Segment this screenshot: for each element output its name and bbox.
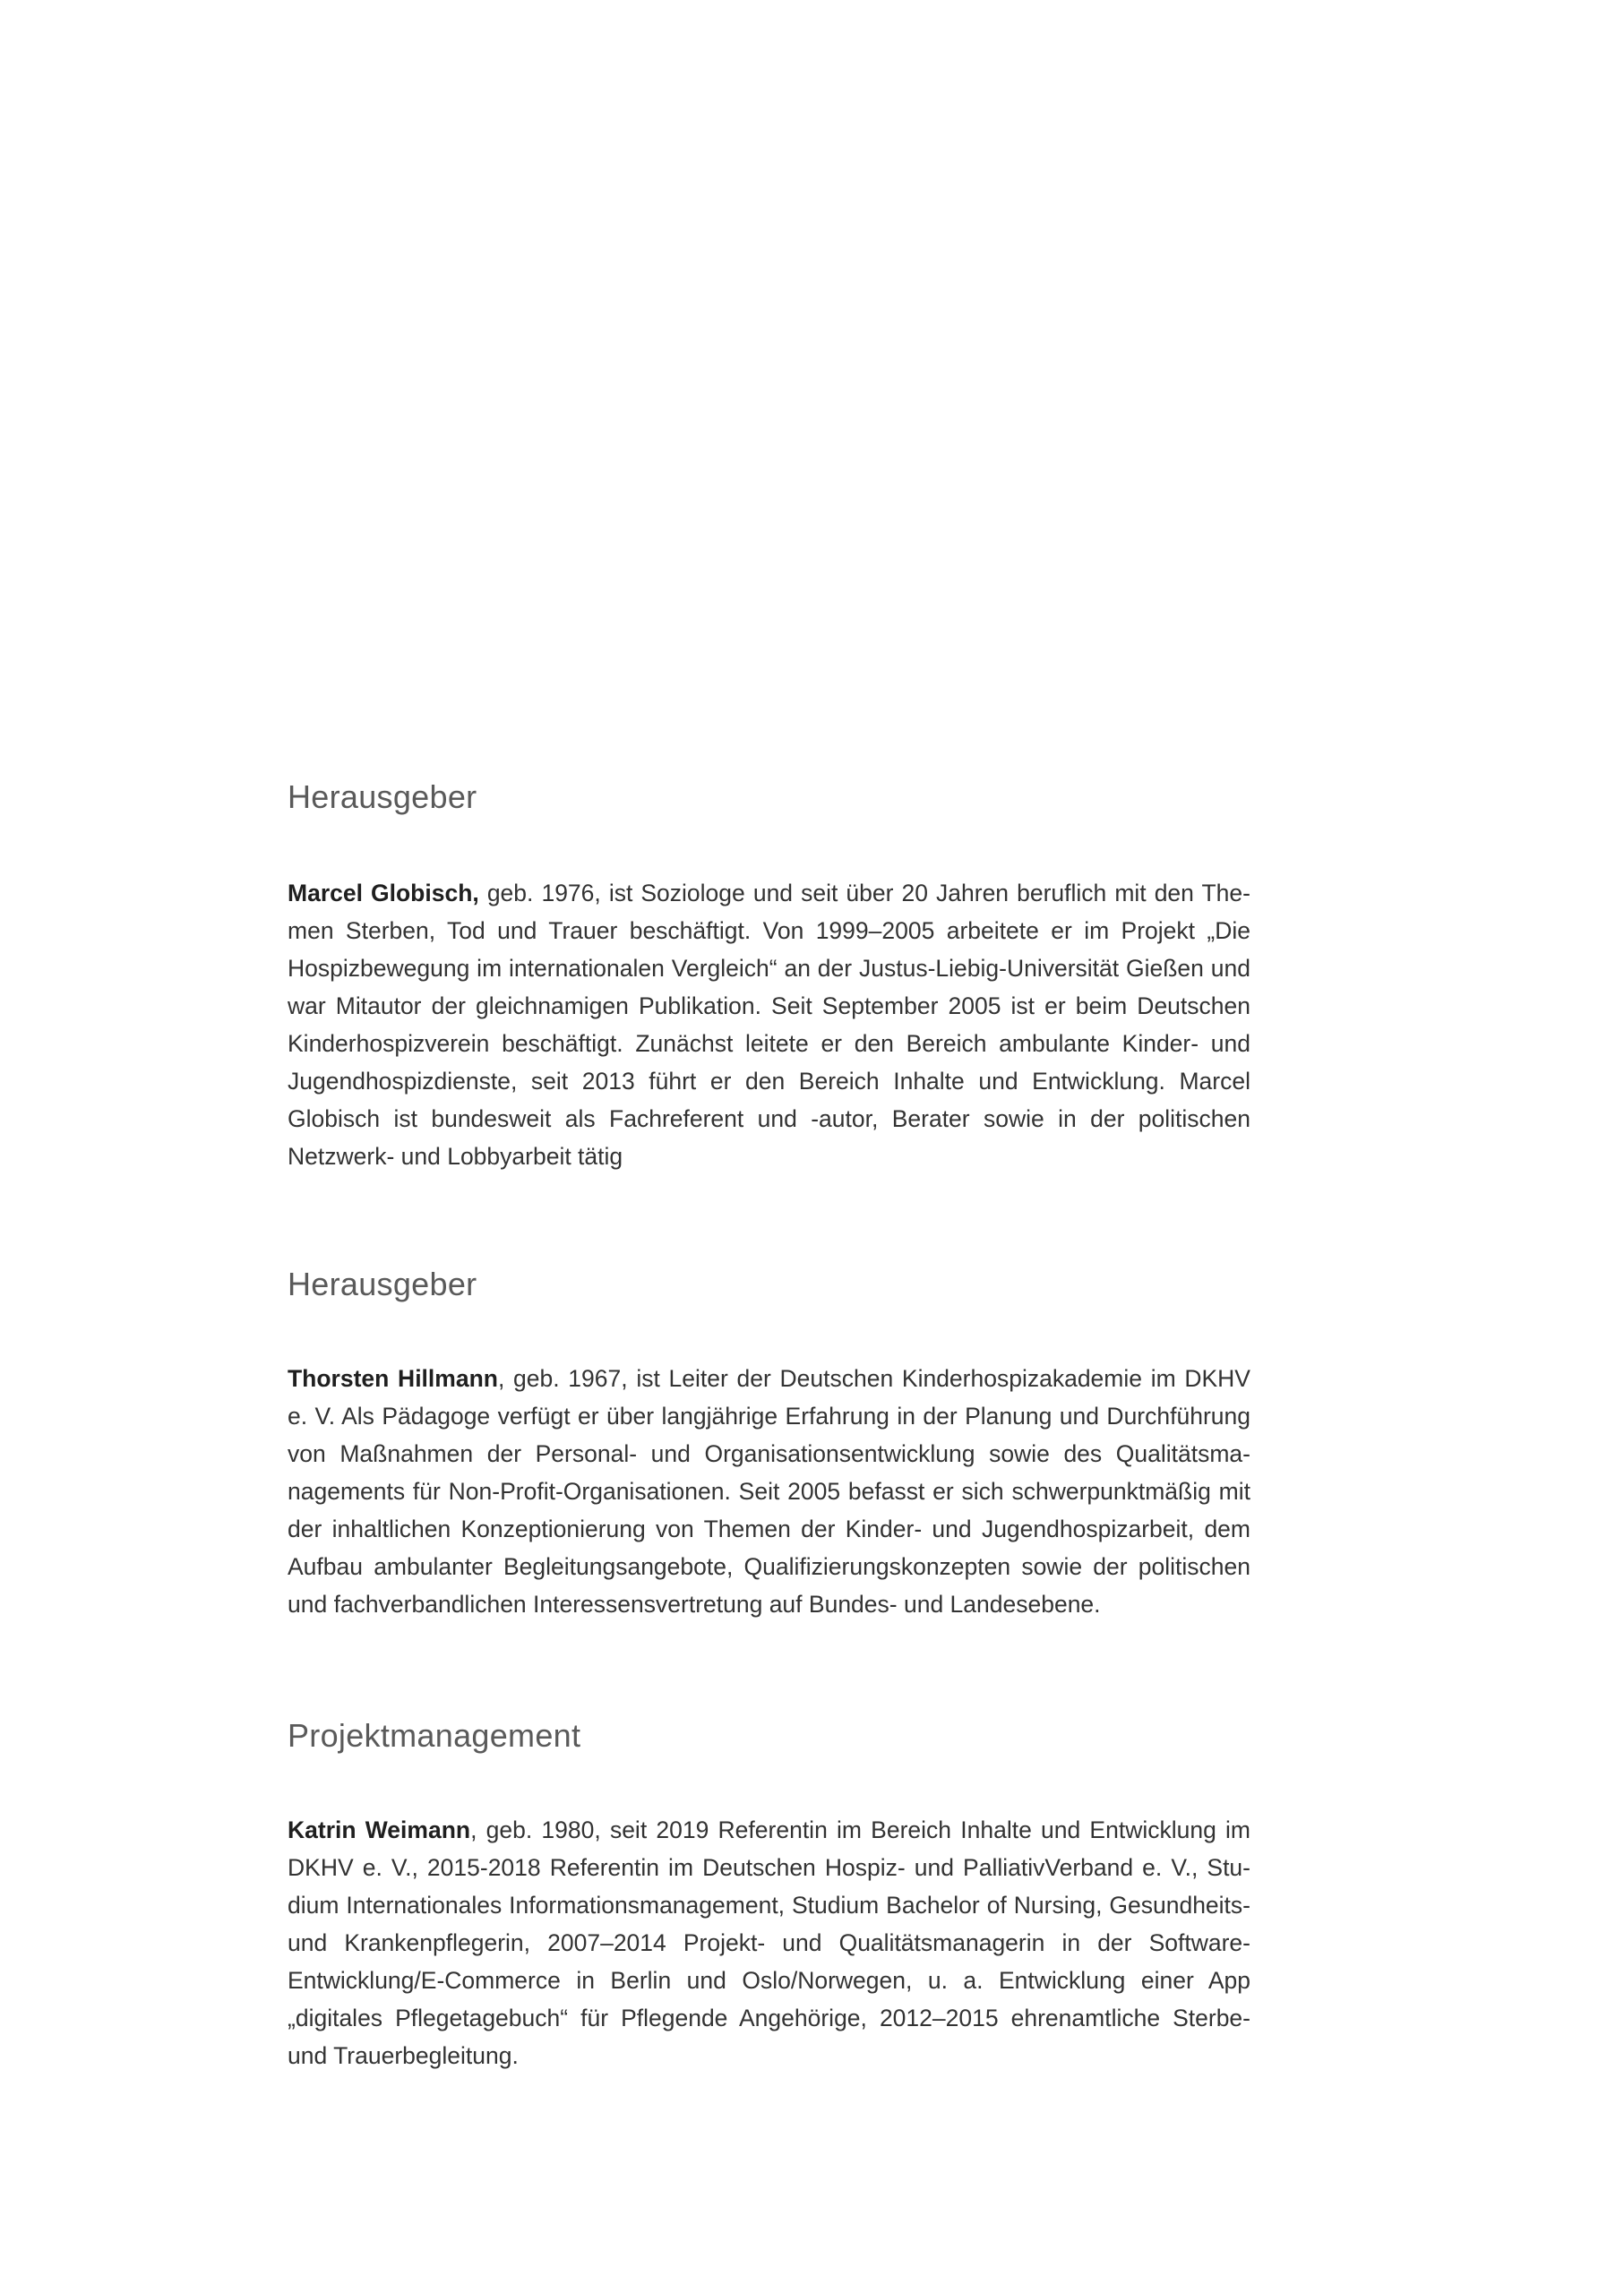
section-heading: Projektmanagement [288, 1717, 581, 1754]
editor-section [288, 777, 1250, 1175]
person-name: Katrin Weimann [288, 1816, 471, 1843]
section-heading: Herausgeber [288, 778, 477, 815]
person-name: Thorsten Hillmann [288, 1365, 498, 1392]
biography-text: geb. 1976, ist Soziologe und seit über 20 Jahren beruflich mit den Themen Sterben, Tod und Trauer beschäftigt. Von 1999–2005 arbeitete er im Projekt „Die Hospizbewegung im internationalen Vergleich“ an der Justus-Liebig-Universität Gießen und war Mitautor der gleichnamigen Publikation. Seit September 2005 ist er beim Deutschen Kinderhospizverein beschäftigt. Zunächst leitete er den Bereich ambulante Kinder- und Jugendhospizdienste, seit 2013 führt er den Bereich Inhalte und Entwicklung. Marcel Globisch ist bundesweit als Fachreferent und -autor, Berater sowie in der politischen Netzwerk- und Lobbyarbeit tätig [288, 880, 1250, 1170]
biography-paragraph [288, 1811, 1250, 2074]
biography-text: , geb. 1980, seit 2019 Referentin im Bereich Inhalte und Entwicklung im DKHV e. V., 2015-2018 Referentin im Deutschen Hospiz- und PalliativVerband e. V., Studium Internationales Informationsmanagement, Studium Bachelor of Nursing, Gesundheits- und Krankenpflegerin, 2007–2014 Projekt- und Qualitätsmanagerin in der Software-Entwicklung/E-Commerce in Berlin und Oslo/Norwegen, u. a. Entwicklung einer App „digitales Pflegetagebuch“ für Pflegende Angehörige, 2012–2015 ehrenamtliche Sterbe- und Trauerbegleitung. [288, 1816, 1250, 2069]
person-name: Marcel Globisch, [288, 880, 479, 906]
biography-text: , geb. 1967, ist Leiter der Deutschen Kinderhospizakademie im DKHV e. V. Als Pädagoge verfügt er über langjährige Erfahrung in der Planung und Durchführung von Maßnahmen der Personal- und Organisationsentwicklung sowie des Qualitätsmanagements für Non-Profit-Organisationen. Seit 2005 befasst er sich schwerpunktmäßig mit der inhaltlichen Konzeptionierung von Themen der Kinder- und Jugendhospizarbeit, dem Aufbau ambulanter Begleitungsangebote, Qualifizierungskonzepten sowie der politischen und fachverbandlichen Interessensvertretung auf Bundes- und Landesebene. [288, 1365, 1250, 1618]
editor-section [288, 1265, 1250, 1623]
biography-paragraph [288, 874, 1250, 1175]
section-heading: Herausgeber [288, 1266, 477, 1302]
biography-paragraph [288, 1360, 1250, 1623]
project-management-section [288, 1716, 1250, 2074]
